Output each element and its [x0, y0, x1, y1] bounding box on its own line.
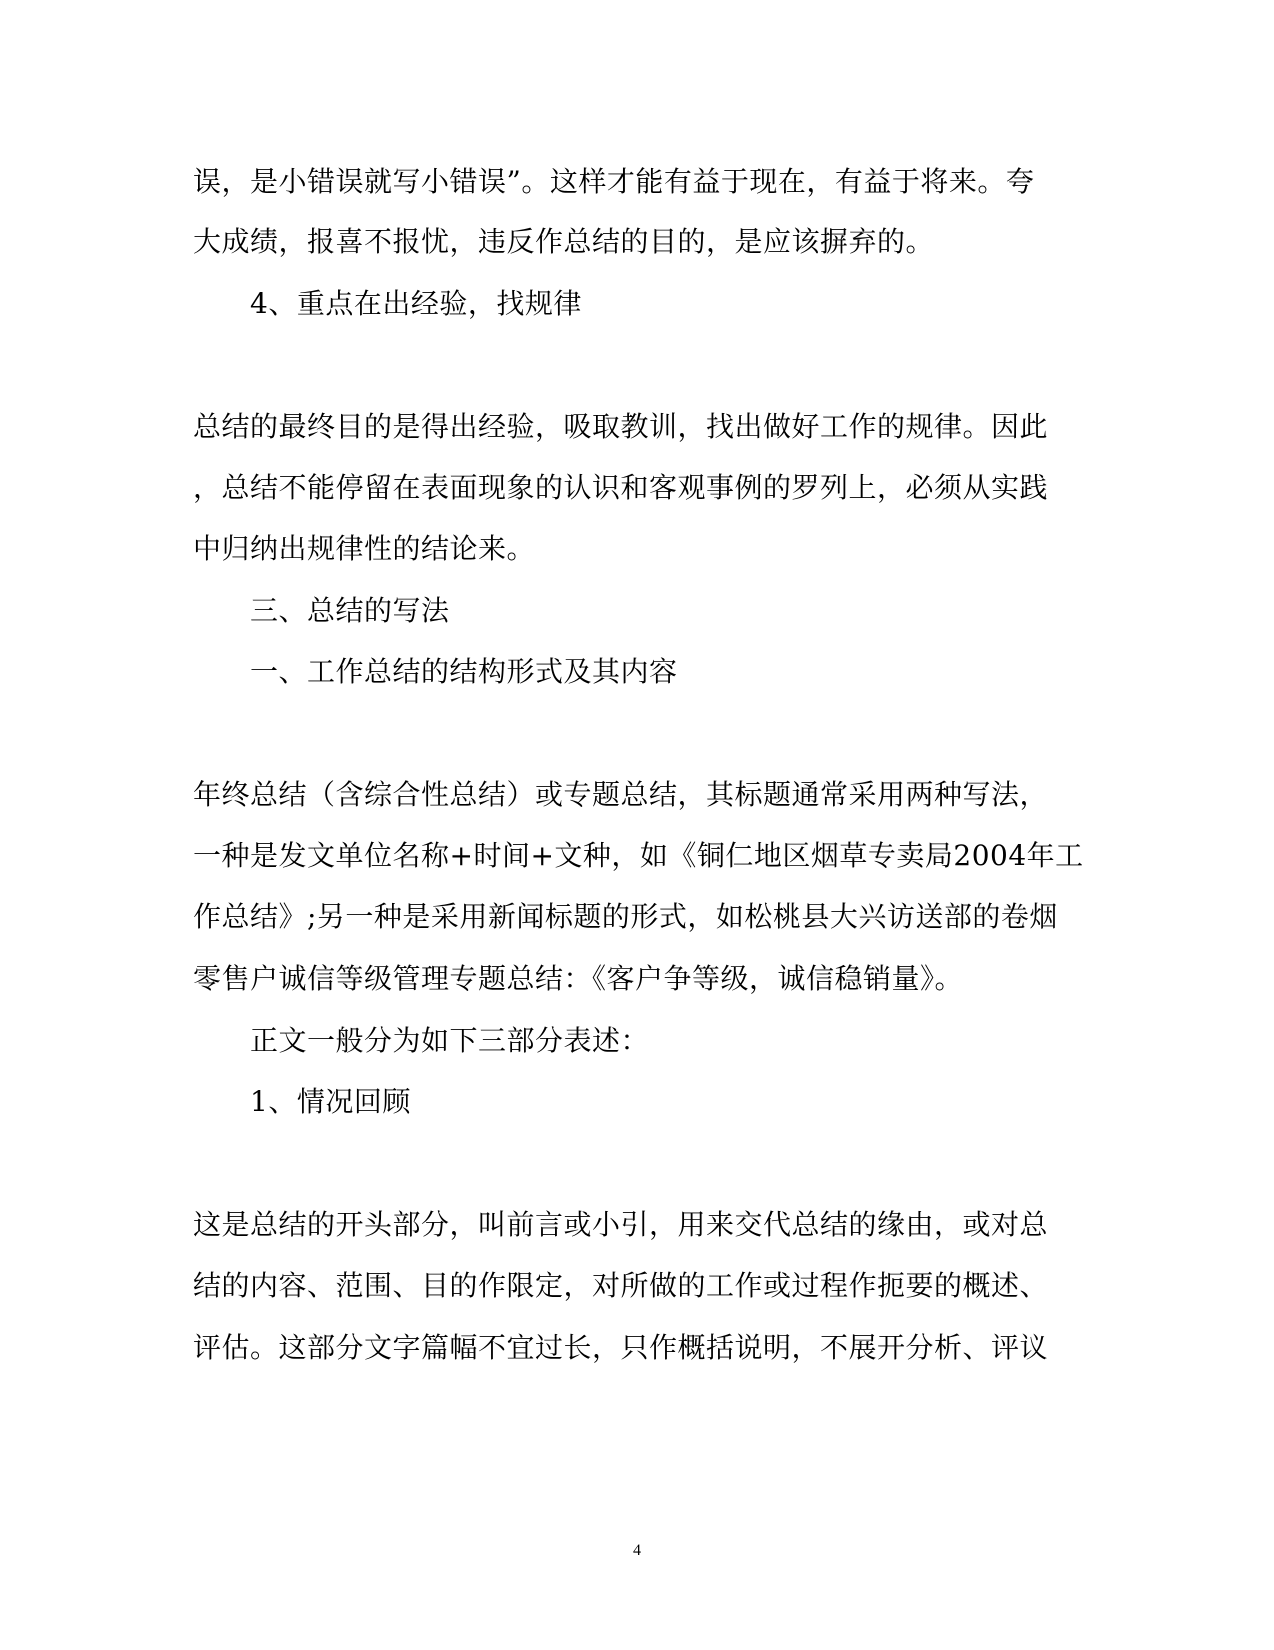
paragraph-line: 中归纳出规律性的结论来。: [193, 532, 536, 565]
section-heading: 1、情况回顾: [250, 1085, 411, 1118]
paragraph-line: 一种是发文单位名称+时间+文种，如《铜仁地区烟草专卖局2004年工: [193, 839, 1084, 872]
paragraph-line: 作总结》;另一种是采用新闻标题的形式，如松桃县大兴访送部的卷烟: [193, 900, 1058, 933]
section-heading: 一、工作总结的结构形式及其内容: [250, 655, 678, 688]
paragraph-line: ，总结不能停留在表面现象的认识和客观事例的罗列上，必须从实践: [193, 471, 1049, 504]
paragraph-line: 大成绩，报喜不报忧，违反作总结的目的，是应该摒弃的。: [193, 225, 935, 258]
paragraph-line: 这是总结的开头部分，叫前言或小引，用来交代总结的缘由，或对总: [193, 1208, 1049, 1241]
paragraph-line: 误，是小错误就写小错误”。这样才能有益于现在，有益于将来。夸: [193, 165, 1035, 198]
paragraph-line: 评估。这部分文字篇幅不宜过长，只作概括说明，不展开分析、评议: [193, 1331, 1049, 1364]
paragraph-line: 正文一般分为如下三部分表述：: [250, 1024, 650, 1057]
section-heading: 4、重点在出经验，找规律: [250, 287, 582, 320]
paragraph-line: 零售户诚信等级管理专题总结：《客户争等级，诚信稳销量》。: [193, 962, 964, 995]
paragraph-line: 结的内容、范围、目的作限定，对所做的工作或过程作扼要的概述、: [193, 1269, 1049, 1302]
paragraph-line: 总结的最终目的是得出经验，吸取教训，找出做好工作的规律。因此: [193, 410, 1049, 443]
page-number: 4: [633, 1542, 641, 1559]
section-heading: 三、总结的写法: [250, 594, 450, 627]
paragraph-line: 年终总结（含综合性总结）或专题总结，其标题通常采用两种写法，: [193, 778, 1049, 811]
